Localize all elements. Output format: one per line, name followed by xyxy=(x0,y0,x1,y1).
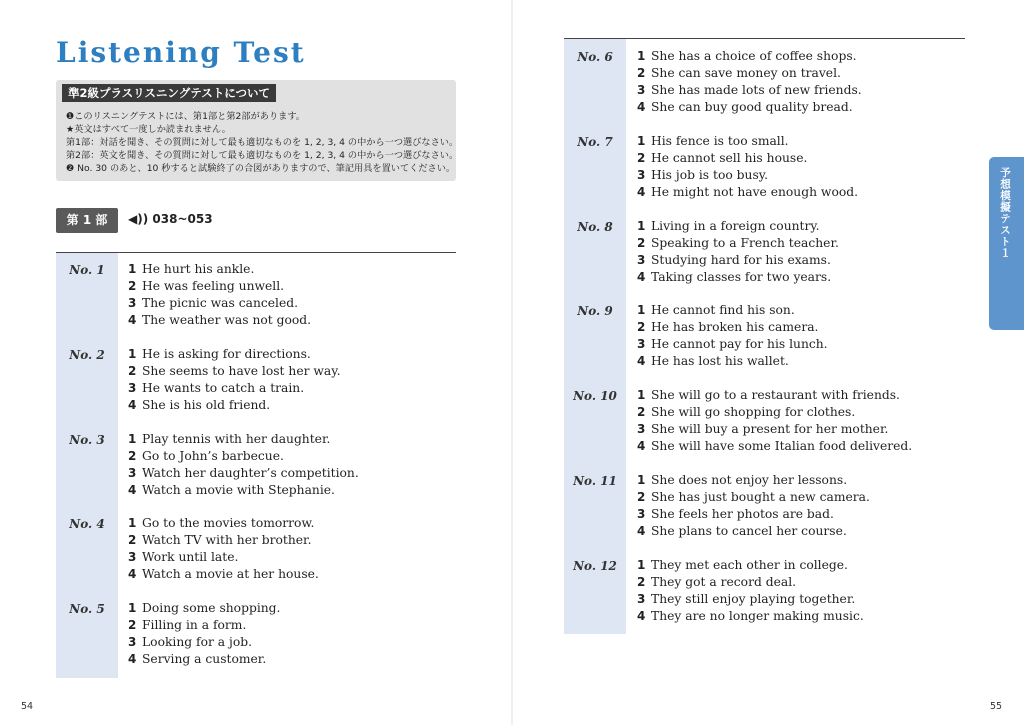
instructions-heading: 準2級プラスリスニングテストについて xyxy=(62,84,276,102)
option-number: 4 xyxy=(128,567,137,582)
question-number: No. 5 xyxy=(69,602,105,617)
option-text: The picnic was canceled. xyxy=(142,296,299,310)
question-number: No. 6 xyxy=(577,50,613,64)
answer-option[interactable] xyxy=(637,83,862,97)
option-number: 1 xyxy=(128,262,137,276)
answer-option[interactable] xyxy=(637,303,795,317)
option-number: 2 xyxy=(637,66,646,80)
option-text: Watch a movie at her house. xyxy=(142,567,319,582)
instruction-line: 第1部：対話を聞き、その質問に対して最も適切なものを 1, 2, 3, 4 の中から一つ選びなさい。 xyxy=(66,137,459,148)
option-number: 3 xyxy=(637,422,646,437)
instruction-line: ★英文はすべて一度しか読まれません。 xyxy=(66,124,231,135)
option-text: Serving a customer. xyxy=(142,652,267,667)
option-text: He has lost his wallet. xyxy=(651,354,789,369)
option-text: He cannot find his son. xyxy=(651,303,795,318)
answer-option[interactable] xyxy=(637,524,847,538)
answer-option[interactable] xyxy=(128,550,238,564)
answer-option[interactable] xyxy=(637,270,831,284)
option-text: She seems to have lost her way. xyxy=(142,363,341,378)
instruction-line: ❷ No. 30 のあと、10 秒すると試験終了の合図がありますので、筆記用具を置いてください。 xyxy=(66,163,456,174)
option-number: 4 xyxy=(128,313,137,327)
option-number: 1 xyxy=(637,49,646,63)
answer-option[interactable] xyxy=(128,313,311,327)
option-text: They got a record deal. xyxy=(651,574,797,589)
question-number: No. 8 xyxy=(577,219,613,234)
answer-option[interactable] xyxy=(128,364,340,378)
option-number: 3 xyxy=(128,465,137,480)
option-number: 3 xyxy=(128,380,137,395)
option-number: 3 xyxy=(637,507,646,521)
option-number: 2 xyxy=(637,150,646,165)
option-text: Play tennis with her daughter. xyxy=(142,431,331,446)
answer-option[interactable] xyxy=(128,567,319,581)
page-gutter xyxy=(511,0,513,725)
option-text: She has made lots of new friends. xyxy=(651,83,862,97)
question-number: No. 10 xyxy=(573,389,617,404)
option-number: 2 xyxy=(128,448,137,463)
answer-option[interactable] xyxy=(637,320,818,334)
option-number: 4 xyxy=(637,100,646,114)
instruction-line: ❶このリスニングテストには、第1部と第2部があります。 xyxy=(66,111,305,122)
option-text: Studying hard for his exams. xyxy=(651,252,831,267)
option-text: The weather was not good. xyxy=(142,313,312,327)
answer-option[interactable] xyxy=(128,262,254,276)
option-number: 4 xyxy=(637,439,646,454)
option-text: She does not enjoy her lessons. xyxy=(651,473,848,487)
page-number-right: 55 xyxy=(990,701,1003,712)
audio-track-label xyxy=(128,212,213,226)
option-text: She will have some Italian food delivered. xyxy=(651,439,913,454)
question-number: No. 11 xyxy=(573,474,617,488)
option-text: Go to the movies tomorrow. xyxy=(142,516,315,531)
answer-option[interactable] xyxy=(637,100,853,114)
option-number: 2 xyxy=(128,533,137,548)
option-text: Go to John’s barbecue. xyxy=(142,448,284,463)
option-text: Work until late. xyxy=(142,550,239,565)
option-text: They still enjoy playing together. xyxy=(651,591,856,606)
option-text: He has broken his camera. xyxy=(651,320,819,335)
answer-option[interactable] xyxy=(128,398,270,412)
instructions-box xyxy=(56,80,459,181)
option-text: She will buy a present for her mother. xyxy=(651,422,889,437)
option-number: 3 xyxy=(128,550,137,565)
option-number: 3 xyxy=(637,83,646,97)
answer-option[interactable] xyxy=(637,507,834,521)
answer-option[interactable] xyxy=(128,449,284,463)
option-text: His job is too busy. xyxy=(651,167,769,182)
answer-option[interactable] xyxy=(637,388,900,402)
instruction-line: 第2部：英文を聞き、その質問に対して最も適切なものを 1, 2, 3, 4 の中から一つ選びなさい。 xyxy=(66,150,459,161)
option-number: 1 xyxy=(637,133,646,148)
option-number: 1 xyxy=(637,473,646,487)
answer-option[interactable] xyxy=(637,168,768,182)
option-text: Taking classes for two years. xyxy=(651,269,832,284)
answer-option[interactable] xyxy=(637,575,796,589)
option-text: She is his old friend. xyxy=(142,397,271,412)
option-number: 4 xyxy=(637,608,646,623)
option-number: 4 xyxy=(128,397,137,412)
option-text: She can buy good quality bread. xyxy=(651,100,853,114)
answer-option[interactable] xyxy=(637,236,839,250)
answer-option[interactable] xyxy=(128,635,252,649)
question-number: No. 3 xyxy=(69,432,105,447)
option-number: 1 xyxy=(637,388,646,403)
option-number: 1 xyxy=(128,346,137,361)
option-text: She can save money on travel. xyxy=(651,66,841,80)
option-text: She has a choice of coffee shops. xyxy=(651,49,857,63)
option-number: 3 xyxy=(637,591,646,606)
option-text: He wants to catch a train. xyxy=(142,380,305,395)
answer-option[interactable] xyxy=(128,618,246,632)
answer-option[interactable] xyxy=(128,652,266,666)
question-number: No. 1 xyxy=(69,263,105,277)
answer-option[interactable] xyxy=(128,381,304,395)
answer-option[interactable] xyxy=(128,533,312,547)
option-number: 4 xyxy=(637,354,646,369)
option-number: 1 xyxy=(637,218,646,233)
option-text: He cannot pay for his lunch. xyxy=(651,337,828,352)
question-number: No. 2 xyxy=(69,347,105,362)
option-number: 2 xyxy=(637,235,646,250)
answer-option[interactable] xyxy=(637,337,828,351)
option-text: Looking for a job. xyxy=(142,635,253,650)
option-number: 2 xyxy=(637,320,646,335)
option-number: 2 xyxy=(128,363,137,378)
option-number: 1 xyxy=(128,601,137,616)
option-number: 2 xyxy=(637,490,646,504)
answer-option[interactable] xyxy=(128,279,284,293)
option-number: 4 xyxy=(637,184,646,199)
answer-option[interactable] xyxy=(637,439,912,453)
option-number: 4 xyxy=(128,482,137,497)
option-text: They met each other in college. xyxy=(651,557,848,572)
option-number: 3 xyxy=(128,296,137,310)
option-text: Doing some shopping. xyxy=(142,601,281,616)
option-text: Watch TV with her brother. xyxy=(142,533,312,548)
answer-option[interactable] xyxy=(637,151,807,165)
answer-option[interactable] xyxy=(637,405,855,419)
question-number: No. 4 xyxy=(69,517,105,532)
option-number: 2 xyxy=(637,574,646,589)
answer-option[interactable] xyxy=(637,253,831,267)
side-tab[interactable] xyxy=(989,157,1024,330)
page-number-left: 54 xyxy=(21,701,34,712)
option-number: 2 xyxy=(128,279,137,293)
answer-option[interactable] xyxy=(128,432,330,446)
answer-option[interactable] xyxy=(128,483,335,497)
side-tab-label: 予想模擬テスト１ xyxy=(999,167,1011,259)
option-text: He is asking for directions. xyxy=(142,346,311,361)
answer-option[interactable] xyxy=(637,558,848,572)
question-number: No. 12 xyxy=(573,558,617,573)
option-number: 4 xyxy=(637,524,646,538)
option-number: 2 xyxy=(637,405,646,420)
option-text: She has just bought a new camera. xyxy=(651,490,870,504)
option-text: She feels her photos are bad. xyxy=(651,507,834,521)
option-number: 4 xyxy=(128,652,137,667)
option-text: He cannot sell his house. xyxy=(651,150,808,165)
audio-tracks: 038~053 xyxy=(152,212,213,226)
option-text: Speaking to a French teacher. xyxy=(651,235,839,250)
option-number: 3 xyxy=(637,252,646,267)
option-number: 2 xyxy=(128,618,137,633)
speaker-icon: ◀)) xyxy=(128,212,149,226)
answer-option[interactable] xyxy=(637,609,864,623)
option-text: Living in a foreign country. xyxy=(651,218,820,233)
answer-option[interactable] xyxy=(637,219,820,233)
answer-option[interactable] xyxy=(637,49,857,63)
answer-option[interactable] xyxy=(637,354,789,368)
answer-option[interactable] xyxy=(637,66,841,80)
answer-option[interactable] xyxy=(637,422,888,436)
option-text: He might not have enough wood. xyxy=(651,184,859,199)
option-number: 4 xyxy=(637,269,646,284)
option-number: 3 xyxy=(637,167,646,182)
option-text: She will go shopping for clothes. xyxy=(651,405,856,420)
option-text: He hurt his ankle. xyxy=(142,262,255,276)
answer-option[interactable] xyxy=(637,185,858,199)
answer-option[interactable] xyxy=(637,592,855,606)
answer-option[interactable] xyxy=(128,296,298,310)
option-text: She will go to a restaurant with friends. xyxy=(651,388,900,403)
option-text: Watch a movie with Stephanie. xyxy=(142,482,335,497)
answer-option[interactable] xyxy=(637,490,870,504)
answer-option[interactable] xyxy=(637,473,847,487)
part-badge: 第 1 部 xyxy=(56,208,118,233)
option-text: Filling in a form. xyxy=(142,618,247,633)
answer-option[interactable] xyxy=(128,347,311,361)
option-text: His fence is too small. xyxy=(651,133,789,148)
option-text: They are no longer making music. xyxy=(651,608,864,623)
option-text: She plans to cancel her course. xyxy=(651,524,847,538)
option-text: He was feeling unwell. xyxy=(142,279,285,293)
question-number: No. 7 xyxy=(577,134,613,149)
option-number: 1 xyxy=(128,516,137,531)
answer-option[interactable] xyxy=(128,516,314,530)
option-number: 3 xyxy=(128,635,137,650)
option-number: 3 xyxy=(637,337,646,352)
page-title: Listening Test xyxy=(56,36,306,69)
answer-option[interactable] xyxy=(128,466,359,480)
option-number: 1 xyxy=(637,557,646,572)
question-number: No. 9 xyxy=(577,304,613,319)
option-number: 1 xyxy=(128,431,137,446)
answer-option[interactable] xyxy=(637,134,789,148)
question-number-column xyxy=(564,39,626,634)
option-number: 1 xyxy=(637,303,646,318)
answer-option[interactable] xyxy=(128,601,280,615)
option-text: Watch her daughter’s competition. xyxy=(142,465,359,480)
